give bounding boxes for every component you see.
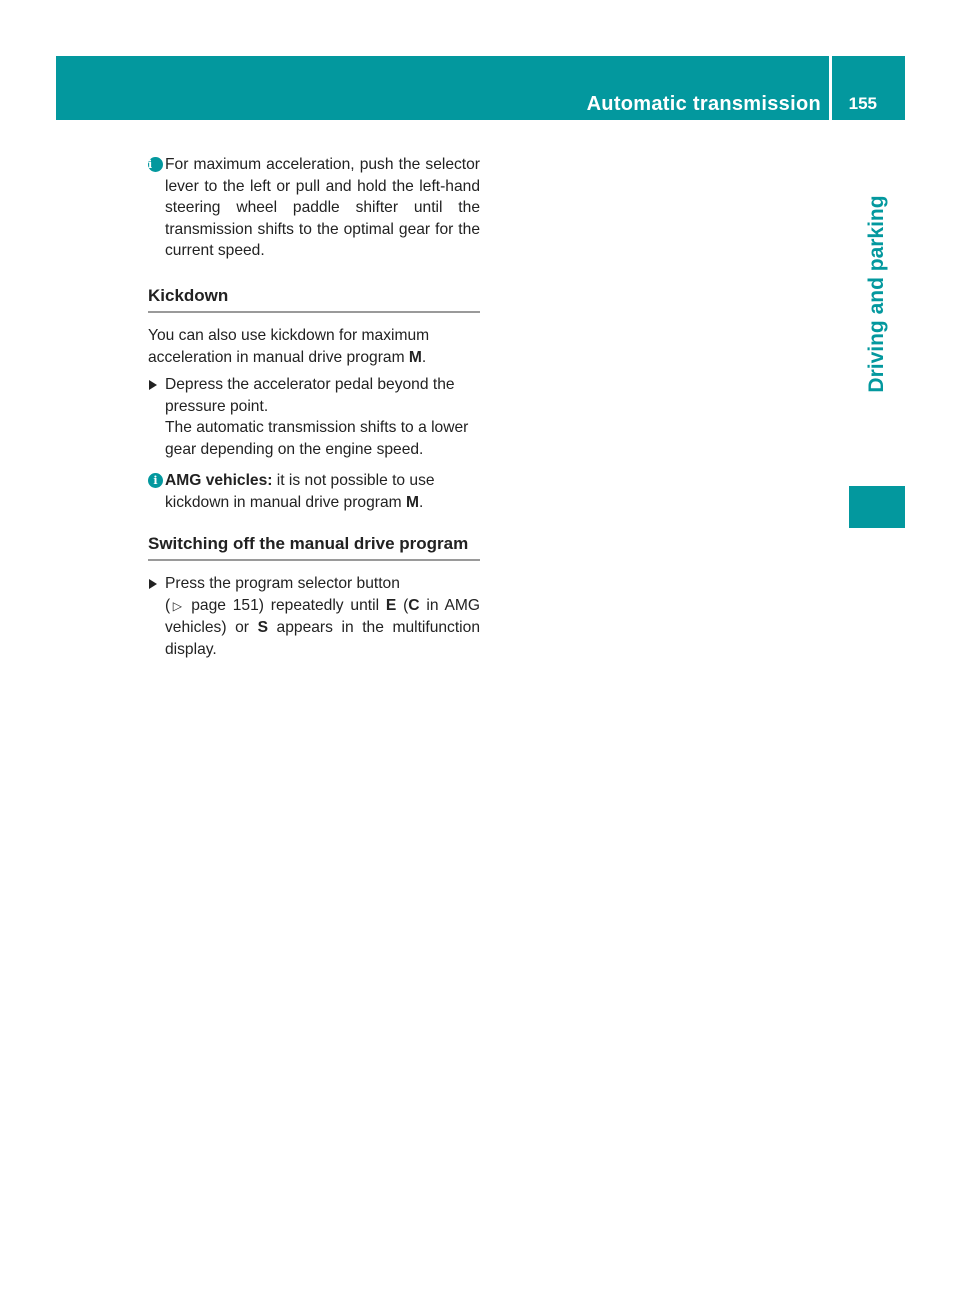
page-reference-link[interactable]: page 151) repeatedly until bbox=[184, 596, 386, 614]
chapter-label: Driving and parking bbox=[865, 195, 888, 393]
section-heading-switch-off: Switching off the manual drive program bbox=[148, 533, 480, 561]
section-title: Automatic transmission bbox=[586, 93, 821, 115]
info-note bbox=[148, 154, 480, 262]
step-text: in AMG vehicles) or bbox=[165, 596, 480, 636]
program-m-label: M bbox=[408, 348, 422, 366]
program-c-label: C bbox=[408, 596, 420, 614]
chapter-tab bbox=[849, 120, 905, 468]
step-arrow-icon bbox=[149, 380, 157, 390]
header-bar bbox=[56, 56, 905, 120]
kickdown-intro-text: You can also use kickdown for maximum acceleration in manual drive program bbox=[148, 327, 430, 366]
note-end: . bbox=[418, 493, 424, 511]
step-text: appears in the multifunction display. bbox=[165, 619, 480, 658]
info-icon: i bbox=[148, 473, 163, 488]
note-bold-label: AMG vehicles: bbox=[165, 472, 273, 489]
step-item bbox=[148, 374, 480, 460]
note-text: it is not possible to use kickdown in manual drive program bbox=[165, 472, 435, 511]
info-note bbox=[148, 470, 480, 513]
program-e-label: E bbox=[385, 596, 397, 614]
info-icon: i bbox=[148, 157, 163, 172]
program-m-label: M bbox=[405, 493, 419, 511]
step-result: The automatic transmission shifts to a lower gear depending on the engine speed. bbox=[165, 419, 469, 458]
note-text: For maximum acceleration, push the selector lever to the left or pull and hold the left-hand steering wheel paddle shifter until the transmission shifts to the optimal gear for the current speed. bbox=[165, 156, 480, 259]
kickdown-intro bbox=[148, 325, 480, 368]
step-item: Press the program selector button (▷ page 151) repeatedly until E (C in AMG vehicles) or S appears in the multifunction display. bbox=[148, 573, 480, 660]
page-reference-arrow-icon: ▷ bbox=[170, 598, 185, 613]
step-text: Press the program selector button bbox=[165, 575, 400, 592]
kickdown-intro-end: . bbox=[421, 348, 427, 366]
step-text: ( bbox=[396, 596, 409, 614]
step-arrow-icon bbox=[149, 579, 157, 589]
program-s-label: S bbox=[257, 619, 268, 636]
page-content bbox=[148, 154, 480, 660]
section-heading-kickdown: Kickdown bbox=[148, 285, 480, 313]
header-separator bbox=[829, 56, 832, 120]
step-action: Depress the accelerator pedal beyond the pressure point. bbox=[165, 376, 455, 415]
chapter-marker bbox=[849, 486, 905, 528]
page-number: 155 bbox=[848, 94, 877, 113]
